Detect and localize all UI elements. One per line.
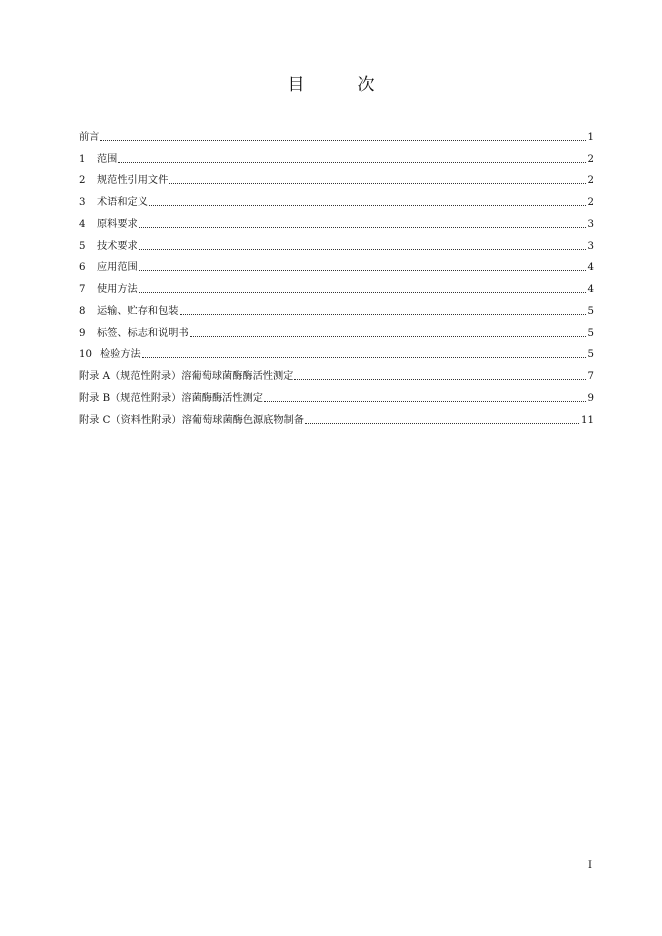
- leader-dots: [294, 378, 585, 380]
- leader-dots: [139, 269, 586, 271]
- toc-entry-number: 3: [79, 197, 86, 208]
- leader-dots: [190, 335, 586, 337]
- leader-dots: [139, 291, 586, 293]
- toc-entry-label: 附录 B（规范性附录）溶菌酶酶活性测定: [79, 392, 263, 404]
- toc-entry-labeling[interactable]: [79, 318, 594, 340]
- leader-dots: [180, 313, 586, 315]
- toc-entry-number: 1: [79, 153, 86, 165]
- toc-entry-label: 标签、标志和说明书: [97, 327, 189, 339]
- toc-entry-page: 4: [587, 284, 594, 295]
- leader-dots: [118, 161, 585, 163]
- toc-entry-label: 附录 A（规范性附录）溶葡萄球菌酶酶活性测定: [79, 371, 294, 382]
- leader-dots: [169, 182, 585, 184]
- leader-dots: [100, 139, 585, 141]
- toc-entry-raw-materials[interactable]: [79, 209, 594, 231]
- toc-entry-page: 11: [581, 414, 594, 426]
- leader-dots: [264, 400, 586, 402]
- leader-dots: [305, 422, 579, 424]
- toc-entry-usage[interactable]: [79, 274, 594, 296]
- toc-entry-terms[interactable]: [79, 187, 594, 209]
- leader-dots: [139, 248, 586, 250]
- toc-entry-label: 技术要求: [97, 240, 138, 252]
- leader-dots: [149, 204, 586, 206]
- toc-entry-page: 3: [587, 218, 594, 230]
- toc-entry-test-methods[interactable]: [79, 340, 594, 362]
- toc-entry-technical-requirements[interactable]: [79, 231, 594, 253]
- toc-entry-normative-references[interactable]: [79, 166, 594, 188]
- toc-entry-label: 应用范围: [97, 262, 138, 274]
- page-title: 目 次: [287, 75, 393, 95]
- toc-entry-page: 4: [587, 262, 594, 274]
- toc-entry-scope[interactable]: [79, 144, 594, 166]
- toc-entry-label: 附录 C（资料性附录）溶葡萄球菌酶色源底物制备: [79, 414, 304, 426]
- toc-entry-page: 2: [587, 153, 594, 165]
- toc-entry-page: 3: [587, 240, 594, 252]
- toc-entry-number: 5: [79, 240, 86, 252]
- toc-entry-page: 7: [587, 371, 594, 382]
- toc-entry-page: 5: [587, 349, 594, 361]
- toc-entry-appendix-b[interactable]: [79, 383, 594, 405]
- toc-entry-page: 2: [587, 197, 594, 208]
- toc-entry-label: 规范性引用文件: [97, 175, 169, 187]
- toc-entry-page: 1: [587, 131, 594, 143]
- toc-entry-label: 范围: [97, 153, 118, 165]
- toc-entry-number: 6: [79, 262, 86, 274]
- toc-entry-label: 运输、贮存和包装: [97, 305, 179, 317]
- toc-entry-page: 5: [587, 305, 594, 317]
- toc-entry-number: 7: [79, 284, 86, 295]
- toc-entry-page: 5: [587, 327, 594, 339]
- toc-entry-number: 10: [79, 349, 92, 361]
- toc-entry-label: 前言: [79, 131, 100, 143]
- toc-entry-label: 使用方法: [97, 284, 138, 295]
- toc-entry-label: 原料要求: [97, 218, 138, 230]
- leader-dots: [139, 226, 586, 228]
- toc-entry-number: 8: [79, 305, 86, 317]
- table-of-contents: [79, 122, 594, 427]
- toc-entry-number: 9: [79, 327, 86, 339]
- toc-entry-number: 4: [79, 218, 86, 230]
- page-number: I: [588, 860, 592, 871]
- toc-entry-page: 9: [587, 392, 594, 404]
- leader-dots: [142, 356, 586, 358]
- toc-entry-page: 2: [587, 175, 594, 187]
- toc-entry-appendix-a[interactable]: [79, 361, 594, 383]
- toc-entry-foreword[interactable]: [79, 122, 594, 144]
- toc-entry-application[interactable]: [79, 253, 594, 275]
- toc-entry-label: 检验方法: [99, 349, 141, 361]
- toc-entry-transport-storage[interactable]: [79, 296, 594, 318]
- toc-entry-number: 2: [79, 175, 86, 187]
- toc-entry-appendix-c[interactable]: [79, 405, 594, 427]
- toc-entry-label: 术语和定义: [97, 197, 148, 208]
